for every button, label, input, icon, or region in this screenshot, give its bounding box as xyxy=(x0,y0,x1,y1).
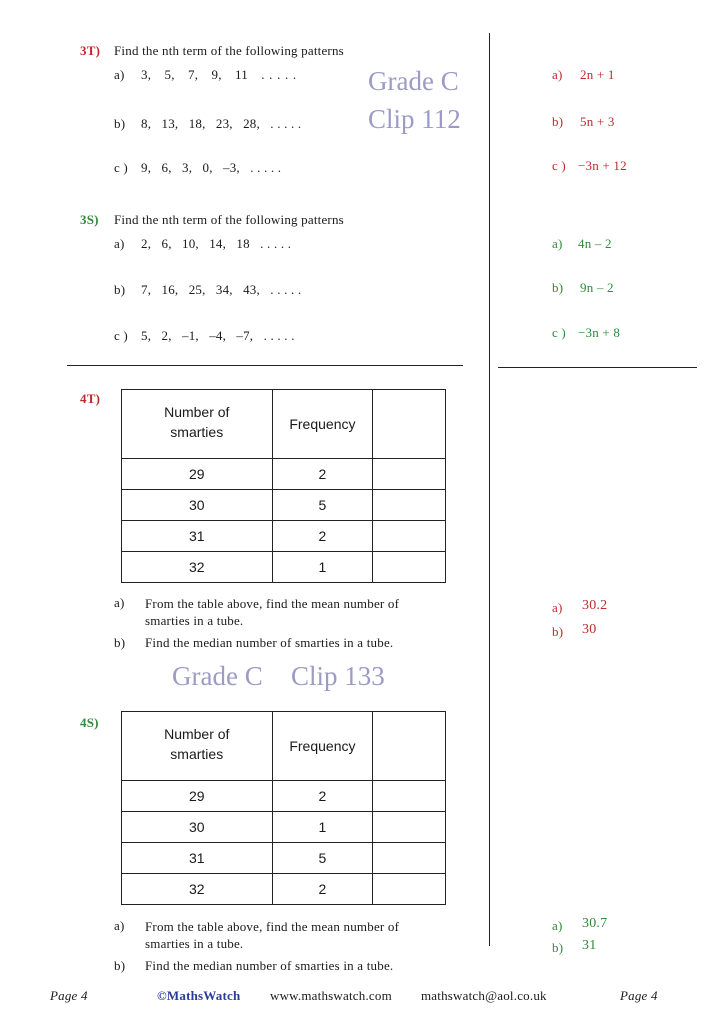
answer-4s-b-letter: b) xyxy=(552,940,564,955)
q3s-a-sequence: 2, 6, 10, 14, 18 . . . . . xyxy=(141,236,292,251)
q4t-a-text: From the table above, find the mean number of smarties in a tube. xyxy=(145,596,400,628)
table-header-smarties: Number of smarties xyxy=(122,712,273,781)
q3s-b-letter: b) xyxy=(114,282,126,297)
question-3t-label: 3T) xyxy=(80,43,101,58)
answer-3t-c: −3n + 12 xyxy=(578,158,627,173)
answer-3t-a-letter: a) xyxy=(552,67,563,82)
q3s-c-letter: c ) xyxy=(114,328,128,343)
frequency-table-4s xyxy=(121,711,446,905)
q3t-a-sequence: 3, 5, 7, 9, 11 . . . . . xyxy=(141,67,297,82)
answer-3t-b-letter: b) xyxy=(552,114,564,129)
q3t-b-letter: b) xyxy=(114,116,126,131)
question-3t-title: Find the nth term of the following patterns xyxy=(114,43,344,58)
table-cell: 30 xyxy=(122,490,273,521)
q4t-b-text: Find the median number of smarties in a tube. xyxy=(145,635,394,650)
q4s-a-letter: a) xyxy=(114,918,125,933)
question-3s-title: Find the nth term of the following patterns xyxy=(114,212,344,227)
table-cell: 5 xyxy=(272,490,373,521)
answer-4t-a-letter: a) xyxy=(552,600,563,615)
q3t-c-letter: c ) xyxy=(114,160,128,175)
q3s-a-letter: a) xyxy=(114,236,125,251)
table-cell: 31 xyxy=(122,843,273,874)
answer-3s-c: −3n + 8 xyxy=(578,325,621,340)
question-4s-label: 4S) xyxy=(80,715,99,730)
table-cell: 2 xyxy=(272,459,373,490)
answer-3t-b: 5n + 3 xyxy=(580,114,615,129)
table-cell: 29 xyxy=(122,459,273,490)
q4s-a-text: From the table above, find the mean number of smarties in a tube. xyxy=(145,919,400,951)
footer-email-link[interactable]: mathswatch@aol.co.uk xyxy=(421,988,547,1003)
table-cell: 32 xyxy=(122,552,273,583)
grade-label-1: Grade C xyxy=(368,66,459,96)
q4s-b-text: Find the median number of smarties in a tube. xyxy=(145,958,394,973)
table-cell: 30 xyxy=(122,812,273,843)
grade-label-2: Grade C xyxy=(172,661,263,691)
answer-3t-a: 2n + 1 xyxy=(580,67,615,82)
footer-page-left: Page 4 xyxy=(50,988,88,1003)
q3t-c-sequence: 9, 6, 3, 0, –3, . . . . . xyxy=(141,160,282,175)
table-cell: 1 xyxy=(272,812,373,843)
footer-website-link[interactable]: www.mathswatch.com xyxy=(270,988,392,1003)
table-cell: 2 xyxy=(272,521,373,552)
table-header-smarties: Number of smarties xyxy=(122,390,273,459)
section-divider-left xyxy=(67,365,463,366)
table-header-frequency: Frequency xyxy=(272,712,373,781)
table-header-blank xyxy=(373,712,446,781)
table-header-blank xyxy=(373,390,446,459)
answer-4t-b: 30 xyxy=(582,622,597,637)
q3s-b-sequence: 7, 16, 25, 34, 43, . . . . . xyxy=(141,282,302,297)
table-header-frequency: Frequency xyxy=(272,390,373,459)
clip-label-1: Clip 112 xyxy=(368,104,461,134)
table-cell: 31 xyxy=(122,521,273,552)
answer-4t-a: 30.2 xyxy=(582,598,608,613)
table-cell: 2 xyxy=(272,781,373,812)
table-cell: 1 xyxy=(272,552,373,583)
section-divider-right xyxy=(498,367,697,368)
q4t-b-letter: b) xyxy=(114,635,126,650)
q3s-c-sequence: 5, 2, –1, –4, –7, . . . . . xyxy=(141,328,295,343)
frequency-table-4t xyxy=(121,389,446,583)
table-cell: 29 xyxy=(122,781,273,812)
answer-4s-a-letter: a) xyxy=(552,918,563,933)
footer-page-right: Page 4 xyxy=(620,988,658,1003)
answer-3s-b: 9n – 2 xyxy=(580,280,614,295)
table-cell: 2 xyxy=(272,874,373,905)
column-divider xyxy=(489,33,490,946)
answer-3s-c-letter: c ) xyxy=(552,325,566,340)
clip-label-2: Clip 133 xyxy=(291,661,385,691)
q4t-a-letter: a) xyxy=(114,595,125,610)
answer-3s-a: 4n – 2 xyxy=(578,236,612,251)
answer-3s-b-letter: b) xyxy=(552,280,564,295)
answer-4t-b-letter: b) xyxy=(552,624,564,639)
table-cell: 5 xyxy=(272,843,373,874)
q3t-b-sequence: 8, 13, 18, 23, 28, . . . . . xyxy=(141,116,302,131)
question-4t-label: 4T) xyxy=(80,391,101,406)
question-3s-label: 3S) xyxy=(80,212,99,227)
q3t-a-letter: a) xyxy=(114,67,125,82)
table-cell: 32 xyxy=(122,874,273,905)
answer-3s-a-letter: a) xyxy=(552,236,563,251)
answer-4s-a: 30.7 xyxy=(582,916,608,931)
answer-3t-c-letter: c ) xyxy=(552,158,566,173)
answer-4s-b: 31 xyxy=(582,938,597,953)
q4s-b-letter: b) xyxy=(114,958,126,973)
footer-brand: ©MathsWatch xyxy=(157,988,241,1003)
